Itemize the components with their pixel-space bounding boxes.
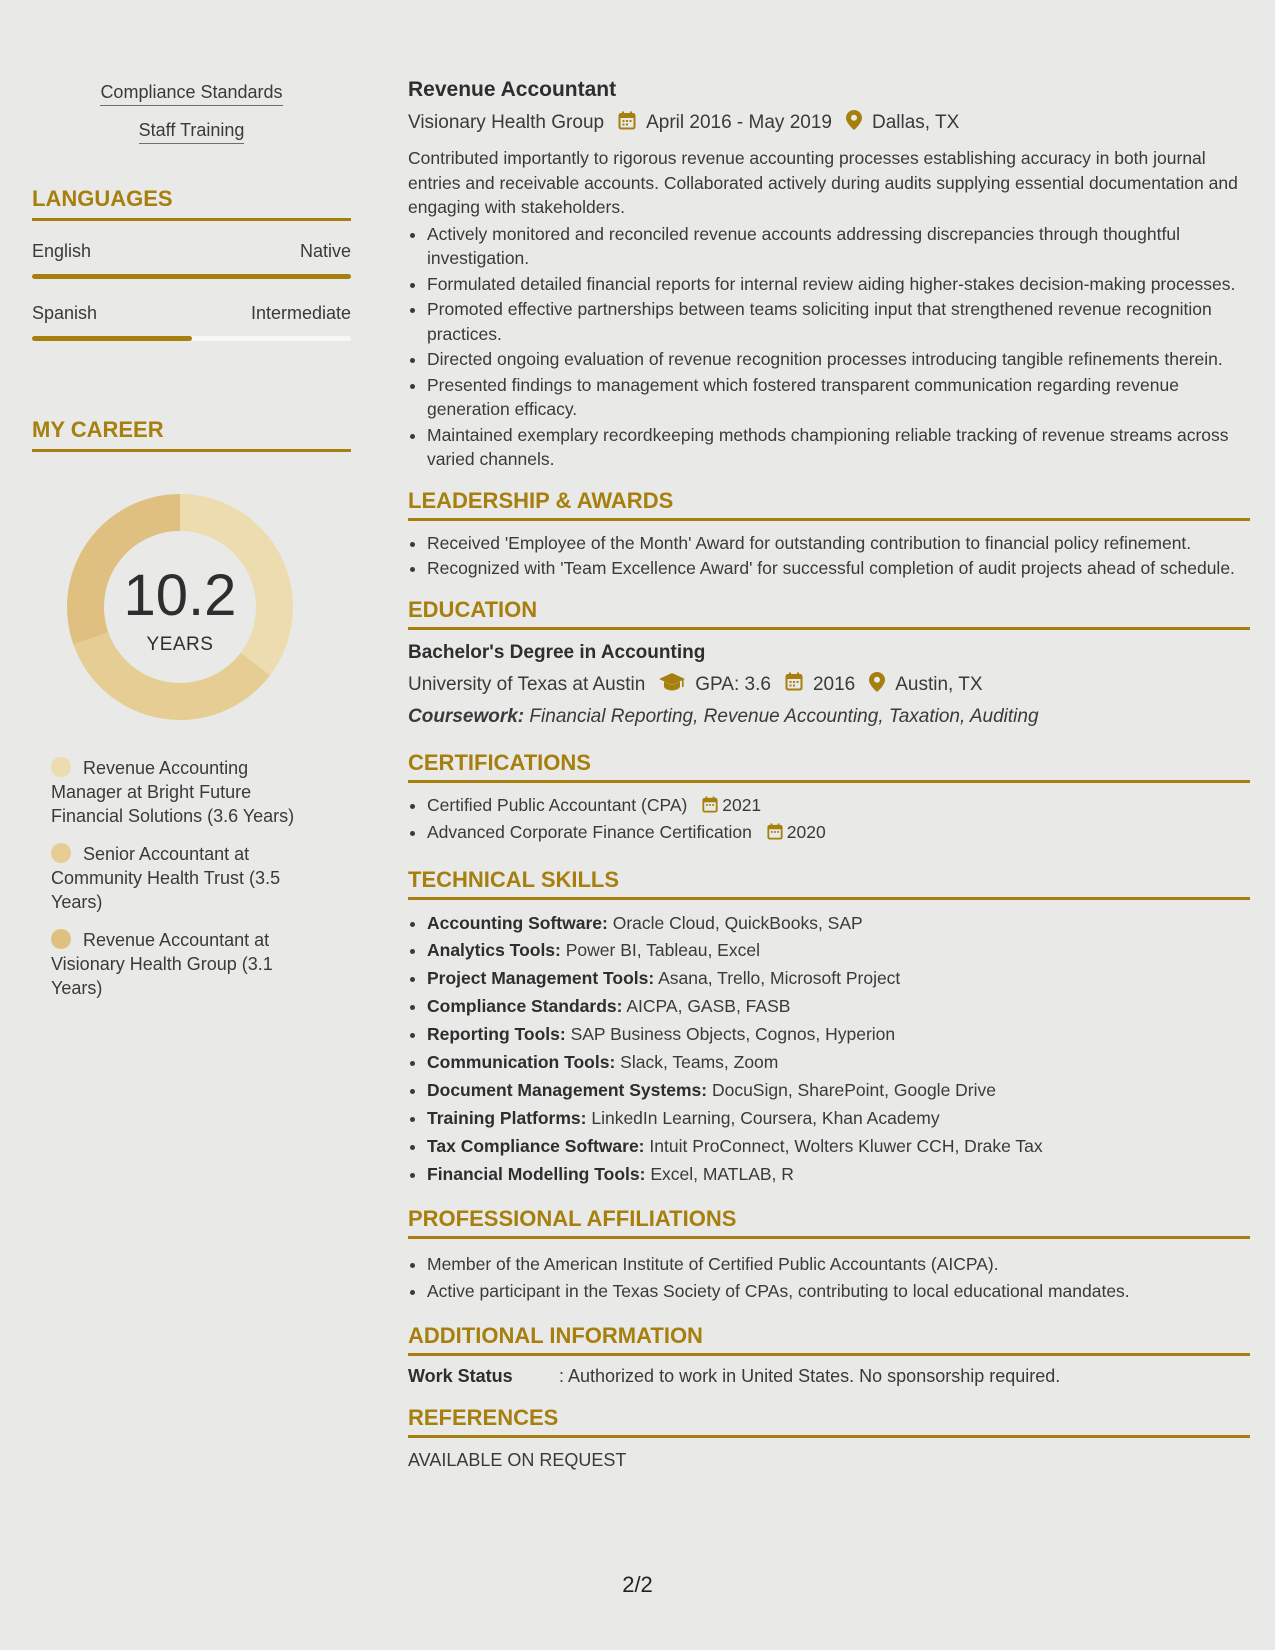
list-item xyxy=(427,1105,1250,1132)
skill-category: Document Management Systems: xyxy=(427,1079,708,1100)
coursework-list: Financial Reporting, Revenue Accounting, Taxation, Auditing xyxy=(529,705,1039,727)
legend-dot xyxy=(51,843,71,863)
list-item: • Promoted effective partnerships between teams soliciting input that strengthened revenue recognition practices. xyxy=(427,297,1250,346)
skill-category: Compliance Standards: xyxy=(427,996,623,1017)
job-description: Contributed importantly to rigorous revenue accounting processes establishing accuracy in both journal entries and receivable accounts. Collaborated actively during audits supplying essential documentation and engaging with stakeholders. xyxy=(408,148,1238,217)
list-item xyxy=(427,1049,1250,1076)
skill-category: Tax Compliance Software: xyxy=(427,1135,645,1156)
education-meta xyxy=(408,672,1250,698)
right-column xyxy=(408,78,1250,1471)
career-legend-item xyxy=(51,842,311,914)
additional-info-heading: ADDITIONAL INFORMATION xyxy=(408,1323,1250,1356)
list-item xyxy=(427,793,1250,820)
career-legend-label: Senior Accountant at Community Health Trust (3.5 Years) xyxy=(51,844,281,912)
calendar-icon xyxy=(785,672,803,697)
calendar-icon xyxy=(618,111,636,136)
career-years-unit: YEARS xyxy=(146,634,214,655)
education-school: University of Texas at Austin xyxy=(408,673,646,695)
coursework-label: Coursework: xyxy=(408,705,525,727)
legend-dot xyxy=(51,757,71,777)
certifications-heading: CERTIFICATIONS xyxy=(408,750,1250,783)
skill-values: LinkedIn Learning, Coursera, Khan Academy xyxy=(591,1107,940,1128)
list-item xyxy=(427,1021,1250,1048)
job-company: Visionary Health Group xyxy=(408,112,605,133)
list-item: • Formulated detailed financial reports for internal review aiding higher-stakes decision-making processes. xyxy=(427,272,1250,297)
certifications-list xyxy=(408,793,1250,847)
skill-values: AICPA, GASB, FASB xyxy=(626,996,791,1017)
job-location: Dallas, TX xyxy=(871,112,960,133)
leadership-heading: LEADERSHIP & AWARDS xyxy=(408,488,1250,521)
calendar-icon xyxy=(702,795,718,820)
career-legend-item xyxy=(51,756,311,828)
list-item: • Actively monitored and reconciled revenue accounts addressing discrepancies through thoughtful investigation. xyxy=(427,222,1250,271)
list-item: • Recognized with 'Team Excellence Award' for successful completion of audit projects ahead of schedule. xyxy=(427,556,1250,581)
list-item xyxy=(427,1133,1250,1160)
language-name: Spanish xyxy=(32,303,98,323)
list-item: • Received 'Employee of the Month' Award for outstanding contribution to financial policy refinement. xyxy=(427,531,1250,556)
calendar-icon xyxy=(767,822,783,847)
education-degree: Bachelor's Degree in Accounting xyxy=(408,641,706,663)
left-column xyxy=(32,82,351,1014)
skill-values: Excel, MATLAB, R xyxy=(650,1163,794,1184)
education-heading: EDUCATION xyxy=(408,597,1250,630)
language-proficiency-fill xyxy=(32,336,192,341)
job-title: Revenue Accountant xyxy=(408,78,617,101)
education-coursework xyxy=(408,706,1250,728)
references-heading: REFERENCES xyxy=(408,1405,1250,1438)
affiliations-list xyxy=(408,1251,1250,1305)
location-pin-icon xyxy=(869,672,885,698)
skill-category: Communication Tools: xyxy=(427,1052,616,1073)
skill-category: Training Platforms: xyxy=(427,1107,587,1128)
education-year: 2016 xyxy=(812,673,856,695)
career-total-years: 10.2 xyxy=(123,563,237,628)
career-donut-chart xyxy=(65,492,295,722)
languages-heading: LANGUAGES xyxy=(32,186,351,221)
list-item: • Maintained exemplary recordkeeping methods championing reliable tracking of revenue streams across varied channels. xyxy=(427,423,1250,472)
list-item xyxy=(427,993,1250,1020)
skills-heading: TECHNICAL SKILLS xyxy=(408,867,1250,900)
list-item xyxy=(427,1161,1250,1188)
skill-category: Analytics Tools: xyxy=(427,940,561,961)
career-legend xyxy=(51,756,311,1000)
skill-tag: Staff Training xyxy=(139,120,245,144)
references-text: AVAILABLE ON REQUEST xyxy=(408,1449,627,1470)
skill-category: Accounting Software: xyxy=(427,912,608,933)
language-proficiency-bar xyxy=(32,336,351,341)
language-proficiency-bar xyxy=(32,274,351,279)
job-meta xyxy=(408,110,1250,136)
page-number: 2/2 xyxy=(622,1572,653,1597)
job-bullets xyxy=(408,222,1250,472)
skill-values: Intuit ProConnect, Wolters Kluwer CCH, Drake Tax xyxy=(649,1135,1043,1156)
skill-category: Reporting Tools: xyxy=(427,1024,566,1045)
work-status-row xyxy=(408,1366,1250,1387)
language-item xyxy=(32,241,351,279)
list-item: • Presented findings to management which fostered transparent communication regarding revenue generation efficacy. xyxy=(427,373,1250,422)
education-location: Austin, TX xyxy=(895,673,983,695)
legend-dot xyxy=(51,929,71,949)
certification-year: 2020 xyxy=(786,822,826,842)
skill-category: Financial Modelling Tools: xyxy=(427,1163,646,1184)
skill-values: DocuSign, SharePoint, Google Drive xyxy=(711,1079,996,1100)
leadership-list xyxy=(408,531,1250,581)
skill-values: Asana, Trello, Microsoft Project xyxy=(658,968,901,989)
certification-year: 2021 xyxy=(722,794,762,815)
language-level: Native xyxy=(299,241,351,261)
career-heading: MY CAREER xyxy=(32,417,351,452)
job-dates: April 2016 - May 2019 xyxy=(646,112,832,133)
list-item: • Member of the American Institute of Certified Public Accountants (AICPA). xyxy=(427,1251,1250,1278)
location-pin-icon xyxy=(846,110,862,136)
skill-category: Project Management Tools: xyxy=(427,968,655,989)
language-proficiency-fill xyxy=(32,274,351,279)
skill-values: SAP Business Objects, Cognos, Hyperion xyxy=(570,1024,896,1045)
skill-values: Oracle Cloud, QuickBooks, SAP xyxy=(612,912,863,933)
list-item: • Active participant in the Texas Society of CPAs, contributing to local educational mandates. xyxy=(427,1278,1250,1305)
education-gpa: GPA: 3.6 xyxy=(695,673,771,695)
skill-tag: Compliance Standards xyxy=(100,82,282,106)
graduation-cap-icon xyxy=(659,673,685,697)
work-status-label: Work Status xyxy=(408,1365,513,1386)
list-item xyxy=(427,820,1250,847)
skill-values: Power BI, Tableau, Excel xyxy=(565,940,760,961)
list-item xyxy=(427,937,1250,964)
skill-values: Slack, Teams, Zoom xyxy=(620,1052,779,1073)
language-name: English xyxy=(32,241,92,261)
career-legend-label: Revenue Accountant at Visionary Health Group (3.1 Years) xyxy=(51,930,273,998)
skills-list xyxy=(408,910,1250,1188)
list-item: • Directed ongoing evaluation of revenue recognition processes introducing tangible refinements therein. xyxy=(427,347,1250,372)
language-item xyxy=(32,303,351,341)
list-item xyxy=(427,1077,1250,1104)
affiliations-heading: PROFESSIONAL AFFILIATIONS xyxy=(408,1206,1250,1239)
work-status-value: : Authorized to work in United States. No sponsorship required. xyxy=(559,1365,1061,1386)
career-legend-item xyxy=(51,928,311,1000)
certification-name: Advanced Corporate Finance Certification xyxy=(427,822,752,842)
certification-name: Certified Public Accountant (CPA) xyxy=(427,794,688,815)
list-item xyxy=(427,910,1250,937)
language-level: Intermediate xyxy=(250,303,351,323)
list-item xyxy=(427,965,1250,992)
career-legend-label: Revenue Accounting Manager at Bright Future Financial Solutions (3.6 Years) xyxy=(51,758,295,826)
